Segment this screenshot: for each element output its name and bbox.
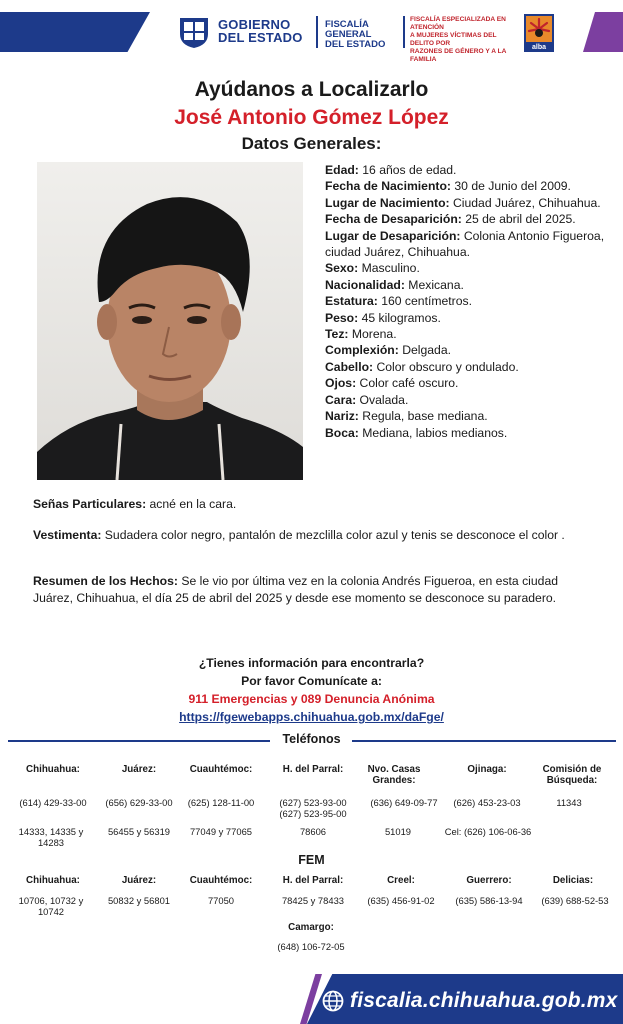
fem-value-parral: 78425 y 78433	[281, 895, 345, 906]
tel-header-ojinaga: Ojinaga:	[467, 764, 507, 775]
tel-header-comision-busqueda: Comisión de Búsqueda:	[542, 764, 602, 786]
detail-boca: Boca: Mediana, labios medianos.	[325, 425, 508, 440]
tel-value-nvo-casas-grandes: (636) 649-09-77	[370, 797, 438, 808]
ext-value-juarez: 56455 y 56319	[107, 826, 171, 837]
tel-header-nvo-casas-grandes: Nvo. Casas Grandes:	[367, 764, 421, 786]
ext-value-nvo-casas-grandes: 51019	[384, 826, 412, 837]
person-portrait-illustration	[37, 162, 303, 480]
tel-value-comision-busqueda: 11343	[556, 797, 582, 808]
gobierno-del-estado-logo-text: GOBIERNO DEL ESTADO	[218, 17, 303, 45]
fem-header-parral: H. del Parral:	[282, 875, 344, 886]
tel-header-chihuahua: Chihuahua:	[26, 764, 80, 775]
fem-header-delicias: Delicias:	[552, 875, 594, 886]
telefonos-title: Teléfonos	[282, 732, 341, 746]
tel-value-cuauhtemoc: (625) 128-11-00	[187, 797, 255, 808]
section-title: Datos Generales:	[241, 134, 382, 153]
header-purple-band	[583, 12, 623, 52]
fiscalia-general-logo-text: FISCALÍA GENERAL DEL ESTADO	[325, 19, 386, 50]
emergency-numbers: 911 Emergencias y 089 Denuncia Anónima	[188, 692, 435, 706]
resumen-hechos: Resumen de los Hechos: Se le vio por última vez en la colonia Andrés Figueroa, en esta ciudad Juárez, Chihuahua, el día 25 de abril del 2025 y desde ese momento se desconoce su paradero.	[33, 574, 559, 605]
fem-value-cuauhtemoc: 77050	[207, 895, 235, 906]
person-name: José Antonio Gómez López	[174, 106, 449, 129]
header-divider	[316, 16, 318, 48]
ext-value-ojinaga: Cel: (626) 106-06-36	[444, 826, 532, 837]
detail-cabello: Cabello: Color obscuro y ondulado.	[325, 359, 519, 374]
fem-header-guerrero: Guerrero:	[466, 875, 512, 886]
vestimenta: Vestimenta: Sudadera color negro, pantalón de mezclilla color azul y tenis se desconoce el color .	[33, 528, 565, 542]
fem-value-delicias: (639) 688-52-53	[541, 895, 609, 906]
footer-website-link[interactable]: fiscalia.chihuahua.gob.mx	[350, 989, 618, 1012]
fem-value-creel: (635) 456-91-02	[367, 895, 435, 906]
page-title: Ayúdanos a Localizarlo	[194, 78, 429, 101]
fem-header-camargo: Camargo:	[288, 922, 334, 933]
detail-estatura: Estatura: 160 centímetros.	[325, 294, 472, 309]
alba-logo-label: alba	[531, 44, 546, 51]
page-header	[0, 0, 623, 63]
detail-edad: Edad: 16 años de edad.	[325, 163, 457, 177]
detail-fecha-desaparicion: Fecha de Desaparición: 25 de abril del 2025.	[325, 212, 576, 227]
contact-prompt: Por favor Comunícate a:	[241, 674, 382, 688]
tel-value-parral: (627) 523-93-00 (627) 523-95-00	[279, 797, 347, 819]
detail-fecha-nacimiento: Fecha de Nacimiento: 30 de Junio del 2009.	[325, 179, 571, 194]
detail-ojos: Ojos: Color café oscuro.	[325, 376, 459, 391]
fem-agency-logo-text: FISCALÍA ESPECIALIZADA EN ATENCIÓN A MUJERES VÍCTIMAS DEL DELITO POR RAZONES DE GÉNERO Y A LA FAMILIA	[410, 16, 507, 63]
detail-cara: Cara: Ovalada.	[325, 392, 409, 407]
detail-nacionalidad: Nacionalidad: Mexicana.	[325, 277, 464, 292]
tel-value-juarez: (656) 629-33-00	[105, 797, 173, 808]
fem-value-camargo: (648) 106-72-05	[277, 941, 345, 952]
missing-person-photo	[37, 162, 303, 480]
detail-peso: Peso: 45 kilogramos.	[325, 310, 441, 325]
state-seal-logo	[176, 14, 212, 50]
fem-title: FEM	[298, 853, 325, 867]
tel-header-juarez: Juárez:	[121, 764, 157, 775]
detail-lugar-nacimiento: Lugar de Nacimiento: Ciudad Juárez, Chihuahua.	[325, 195, 601, 210]
tel-value-ojinaga: (626) 453-23-03	[453, 797, 521, 808]
divider-line	[352, 740, 616, 742]
tel-header-parral: H. del Parral:	[282, 764, 344, 775]
ext-value-cuauhtemoc: 77049 y 77065	[189, 826, 253, 837]
detail-tez: Tez: Morena.	[325, 327, 397, 342]
header-blue-band	[0, 12, 150, 52]
header-divider	[403, 16, 405, 48]
fem-value-juarez: 50832 y 56801	[107, 895, 171, 906]
fem-header-creel: Creel:	[387, 875, 415, 886]
fem-header-chihuahua: Chihuahua:	[26, 875, 80, 886]
contact-question: ¿Tienes información para encontrarla?	[198, 656, 425, 670]
tel-header-cuauhtemoc: Cuauhtémoc:	[189, 764, 253, 775]
senas-particulares: Señas Particulares: acné en la cara.	[33, 497, 237, 511]
ext-value-parral: 78606	[299, 826, 327, 837]
fem-value-guerrero: (635) 586-13-94	[455, 895, 523, 906]
ext-value-chihuahua: 14333, 14335 y 14283	[18, 826, 84, 848]
fem-header-juarez: Juárez:	[121, 875, 157, 886]
fem-header-cuauhtemoc: Cuauhtémoc:	[189, 875, 253, 886]
tel-value-chihuahua: (614) 429-33-00	[19, 797, 87, 808]
report-link[interactable]: https://fgewebapps.chihuahua.gob.mx/daFge/	[179, 710, 444, 724]
detail-sexo: Sexo: Masculino.	[325, 261, 420, 276]
fem-value-chihuahua: 10706, 10732 y 10742	[18, 895, 84, 917]
general-data-list	[325, 162, 610, 441]
detail-nariz: Nariz: Regula, base mediana.	[325, 409, 488, 424]
detail-complexion: Complexión: Delgada.	[325, 343, 451, 358]
globe-icon	[322, 990, 344, 1012]
detail-lugar-desaparicion: Lugar de Desaparición: Colonia Antonio Figueroa, ciudad Juárez, Chihuahua.	[325, 228, 605, 260]
